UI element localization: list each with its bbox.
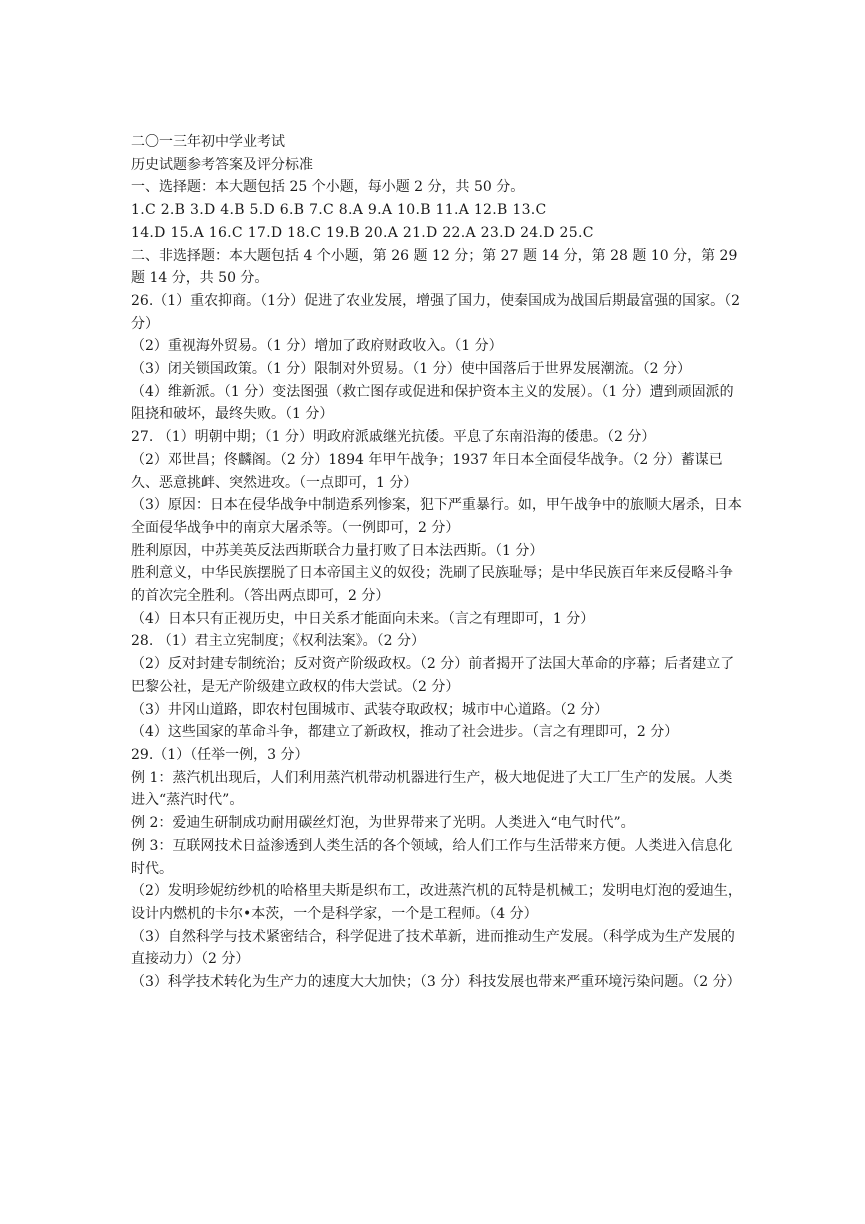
q28-part4: （4）这些国家的革命斗争，都建立了新政权，推动了社会进步。（言之有理即可，2 分） — [131, 724, 679, 741]
q29-part1: 29.（1）（任举一例，3 分） — [131, 746, 309, 763]
document-title: 二〇一三年初中学业考试 — [131, 134, 285, 150]
q27-part4: （4）日本只有正视历史，中日关系才能面向未来。（言之有理即可，1 分） — [131, 610, 595, 627]
q26-part2: （2）重视海外贸易。（1 分）增加了政府财政收入。（1 分） — [131, 338, 503, 355]
q27-part3: （3）原因：日本在侵华战争中制造系列惨案，犯下严重暴行。如，甲午战争中的旅顺大屠杀，日本全面侵华战争中的南京大屠杀等。（一例即可，2 分） — [131, 497, 742, 536]
q27-victory-reason: 胜利原因，中苏美英反法西斯联合力量打败了日本法西斯。（1 分） — [131, 542, 544, 559]
q27-part2: （2）邓世昌；佟麟阁。（2 分）1894 年甲午战争；1937 年日本全面侵华战争。（2 分）蓄谋已久、恶意挑衅、突然进攻。（一点即可，1 分） — [131, 451, 723, 491]
q28-part1: 28. （1）君主立宪制度；《权利法案》。（2 分） — [131, 633, 425, 650]
q29-example-1: 例 1：蒸汽机出现后，人们利用蒸汽机带动机器进行生产，极大地促进了大工厂生产的发展。人类进入“蒸汽时代”。 — [131, 769, 733, 809]
q26-part4: （4）维新派。（1 分）变法图强（救亡图存或促进和保护资本主义的发展）。（1 分）遭到顽固派的阻挠和破坏，最终失败。（1 分） — [131, 383, 734, 423]
section2-heading: 二、非选择题：本大题包括 4 个小题，第 26 题 12 分；第 27 题 14 分，第 28 题 10 分，第 29 题 14 分，共 50 分。 — [131, 247, 738, 287]
q26-part3: （3）闭关锁国政策。（1 分）限制对外贸易。（1 分）使中国落后于世界发展潮流。（2 分） — [131, 361, 691, 378]
q29-example-3: 例 3：互联网技术日益渗透到人类生活的各个领域，给人们工作与生活带来方便。人类进入信息化时代。 — [131, 837, 733, 877]
q29-part3: （3）自然科学与技术紧密结合，科学促进了技术革新，进而推动生产发展。（科学成为生产发展的直接动力）（2 分） — [131, 928, 735, 968]
answer-key-content — [131, 131, 745, 994]
q26-part1: 26.（1）重农抑商。（1分）促进了农业发展，增强了国力，使秦国成为战国后期最富强的国家。（2 分） — [131, 292, 740, 332]
section1-heading: 一、选择题：本大题包括 25 个小题，每小题 2 分，共 50 分。 — [131, 179, 525, 196]
mc-answers-row-2: 14.D 15.A 16.C 17.D 18.C 19.B 20.A 21.D 22.A 23.D 24.D 25.C — [131, 224, 594, 241]
q27-victory-significance: 胜利意义，中华民族摆脱了日本帝国主义的奴役；洗刷了民族耻辱；是中华民族百年来反侵略斗争的首次完全胜利。（答出两点即可，2 分） — [131, 565, 733, 605]
q27-part1: 27. （1）明朝中期；（1 分）明政府派戚继光抗倭。平息了东南沿海的倭患。（2 分） — [131, 429, 656, 446]
document-subtitle: 历史试题参考答案及评分标准 — [131, 156, 313, 173]
q29-part2: （2）发明珍妮纺纱机的哈格里夫斯是织布工，改进蒸汽机的瓦特是机械工；发明电灯泡的爱迪生，设计内燃机的卡尔•本茨，一个是科学家，一个是工程师。（4 分） — [131, 883, 742, 922]
q28-part3: （3）井冈山道路，即农村包围城市、武装夺取政权；城市中心道路。（2 分） — [131, 701, 609, 718]
q29-example-2: 例 2：爱迪生研制成功耐用碳丝灯泡，为世界带来了光明。人类进入“电气时代”。 — [131, 815, 635, 832]
q28-part2: （2）反对封建专制统治；反对资产阶级政权。（2 分）前者揭开了法国大革命的序幕；后者建立了巴黎公社，是无产阶级建立政权的伟大尝试。（2 分） — [131, 656, 735, 695]
mc-answers-row-1: 1.C 2.B 3.D 4.B 5.D 6.B 7.C 8.A 9.A 10.B 11.A 12.B 13.C — [131, 202, 547, 219]
q29-part3b: （3）科学技术转化为生产力的速度大大加快；（3 分）科技发展也带来严重环境污染问题。（2 分） — [131, 974, 741, 991]
